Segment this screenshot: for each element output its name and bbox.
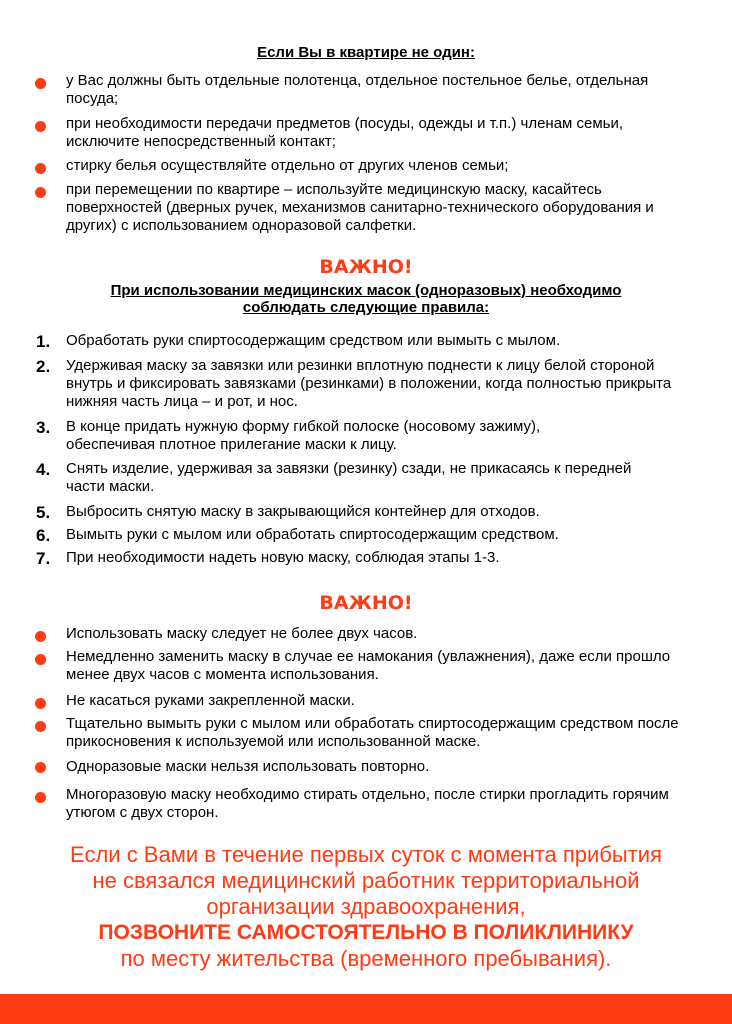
step-number: 1. bbox=[36, 332, 51, 351]
notice-call-to-action: ПОЗВОНИТЕ САМОСТОЯТЕЛЬНО В ПОЛИКЛИНИКУ bbox=[98, 921, 634, 944]
bullet-icon bbox=[35, 631, 46, 642]
bullet-icon bbox=[35, 721, 46, 732]
step-number: 4. bbox=[36, 460, 51, 479]
step-number: 3. bbox=[36, 418, 51, 437]
step-text: Вымыть руки с мылом или обработать спиртосодержащим средством. bbox=[66, 526, 559, 543]
step-text: Выбросить снятую маску в закрывающийся контейнер для отходов. bbox=[66, 503, 540, 520]
list-item-text: Тщательно вымыть руки с мылом или обработать спиртосодержащим средством после прикосновения к используемой или использованной маске. bbox=[66, 715, 679, 750]
bullet-icon bbox=[35, 163, 46, 174]
list-item-text: у Вас должны быть отдельные полотенца, отдельное постельное белье, отдельная посуда; bbox=[66, 72, 649, 107]
list-item-text: Использовать маску следует не более двух часов. bbox=[66, 625, 418, 642]
bullet-icon bbox=[35, 654, 46, 665]
footer-accent-bar bbox=[0, 994, 732, 1024]
notice-line: по месту жительства (временного пребывания). bbox=[120, 946, 612, 971]
list-item-text: стирку белья осуществляйте отдельно от других членов семьи; bbox=[66, 157, 509, 174]
list-item-text: при необходимости передачи предметов (посуды, одежды и т.п.) членам семьи, исключите непосредственный контакт; bbox=[66, 115, 624, 150]
step-text: Удерживая маску за завязки или резинки вплотную поднести к лицу белой стороной внутрь и фиксировать завязками (резинками) в положении, когда полностью прикрыта нижняя часть лица – и рот, и нос. bbox=[66, 357, 672, 410]
call-clinic-notice bbox=[20, 842, 712, 972]
step-number: 6. bbox=[36, 526, 51, 545]
list-item-text: при перемещении по квартире – используйте медицинскую маску, касайтесь поверхностей (дверных ручек, механизмов санитарно-технического оборудования и других) с использованием одноразовой салфетки. bbox=[66, 181, 654, 234]
bullet-icon bbox=[35, 187, 46, 198]
list-item-text: Многоразовую маску необходимо стирать отдельно, после стирки прогладить горячим утюгом с двух сторон. bbox=[66, 786, 669, 821]
step-text: При необходимости надеть новую маску, соблюдая этапы 1-3. bbox=[66, 549, 500, 566]
notice-line: Если с Вами в течение первых суток с момента прибытия bbox=[70, 842, 662, 867]
step-number: 7. bbox=[36, 549, 51, 568]
important-title: ВАЖНО! bbox=[319, 256, 413, 278]
step-number: 2. bbox=[36, 357, 51, 376]
list-item-text: Немедленно заменить маску в случае ее намокания (увлажнения), даже если прошло менее двух часов с момента использования. bbox=[66, 648, 671, 683]
step-text: Снять изделие, удерживая за завязки (резинку) сзади, не прикасаясь к передней части маски. bbox=[66, 460, 632, 495]
important-title: ВАЖНО! bbox=[319, 592, 413, 614]
list-item-text: Одноразовые маски нельзя использовать повторно. bbox=[66, 758, 430, 775]
section1-heading: Если Вы в квартире не один: bbox=[257, 44, 475, 61]
step-text: В конце придать нужную форму гибкой полоске (носовому зажиму), обеспечивая плотное прилегание маски к лицу. bbox=[66, 418, 541, 453]
bullet-icon bbox=[35, 121, 46, 132]
step-number: 5. bbox=[36, 503, 51, 522]
notice-line: не связался медицинский работник территориальной bbox=[92, 868, 640, 893]
bullet-icon bbox=[35, 762, 46, 773]
notice-line: организации здравоохранения, bbox=[206, 894, 526, 919]
section2-heading-line2: соблюдать следующие правила: bbox=[242, 299, 490, 316]
step-text: Обработать руки спиртосодержащим средством или вымыть с мылом. bbox=[66, 332, 561, 349]
list-item-text: Не касаться руками закрепленной маски. bbox=[66, 692, 355, 709]
section2-heading-line1: При использовании медицинских масок (одноразовых) необходимо bbox=[110, 282, 622, 299]
bullet-icon bbox=[35, 78, 46, 89]
bullet-icon bbox=[35, 698, 46, 709]
bullet-icon bbox=[35, 792, 46, 803]
